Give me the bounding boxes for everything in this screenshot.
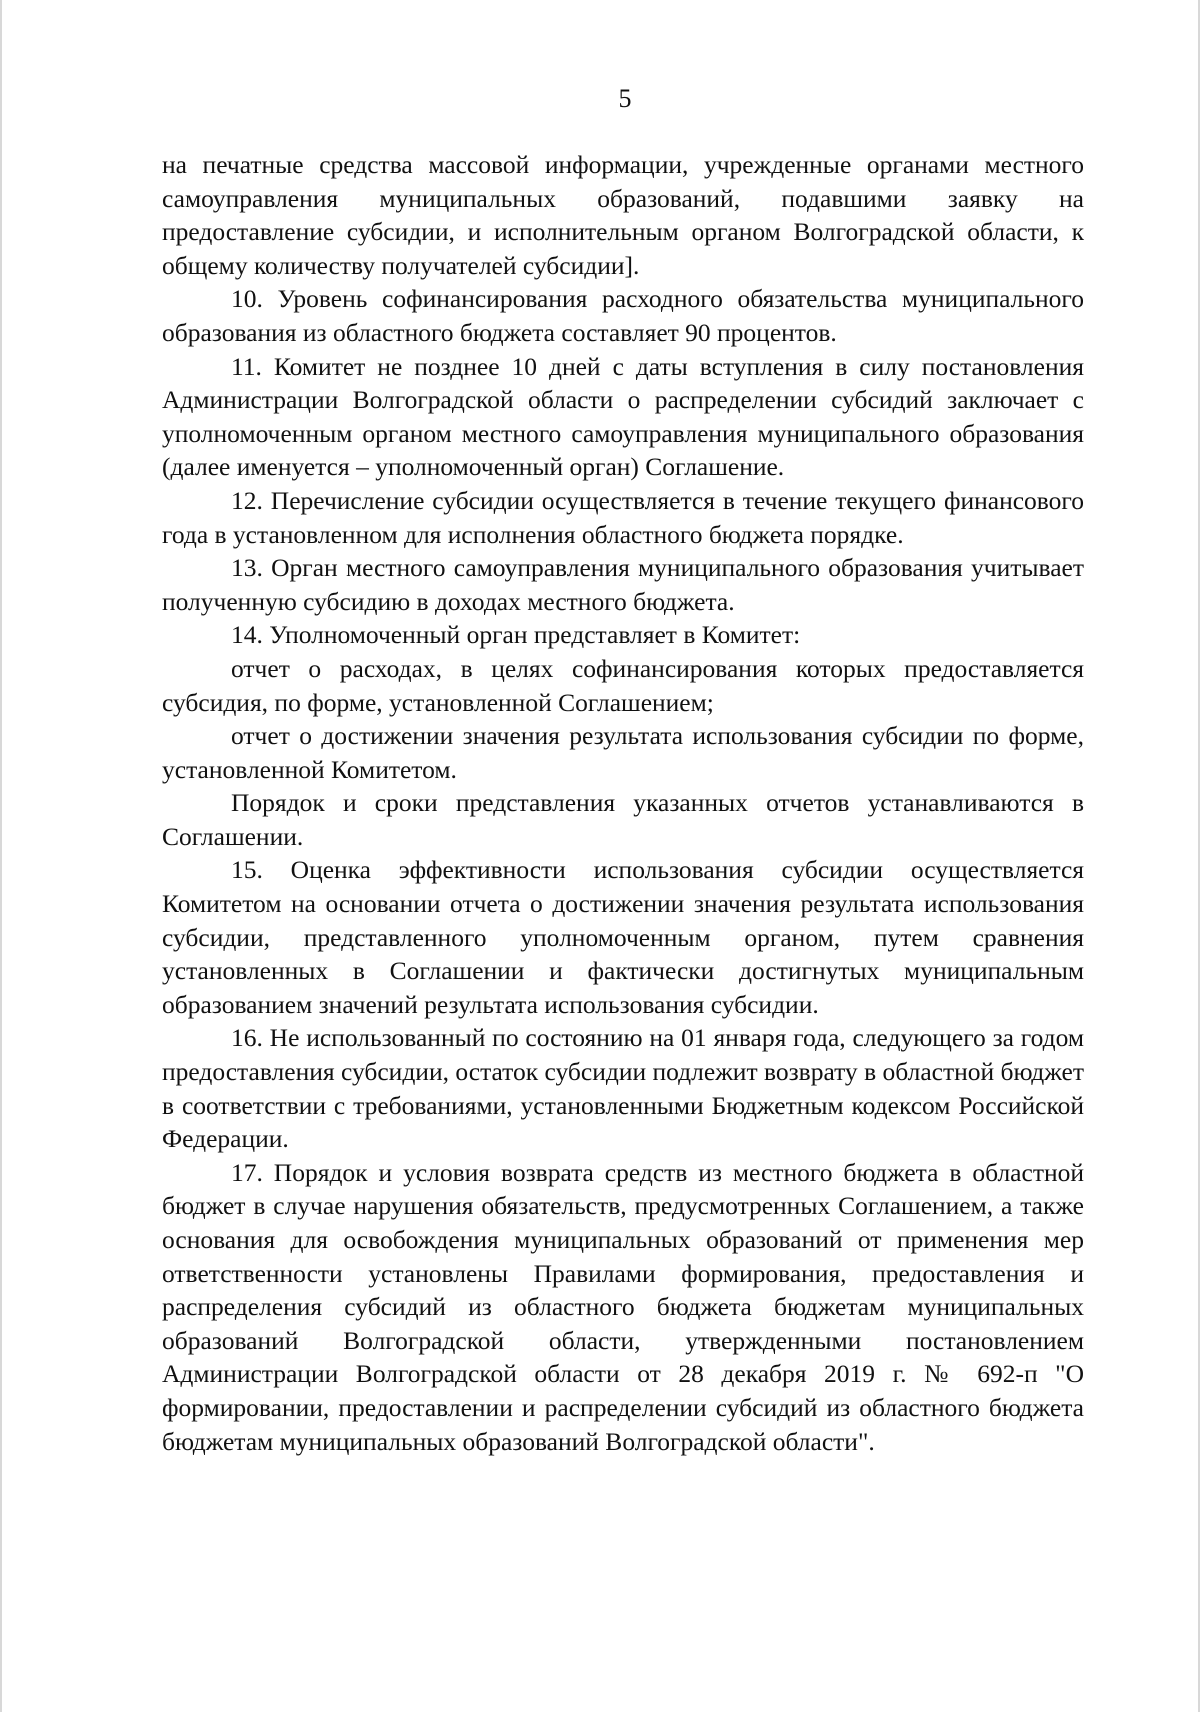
paragraph-11: 11. Комитет не позднее 10 дней с даты вступления в силу постановления Администрации Волгоградской области о распределении субсидий заключает с уполномоченным органом местного самоуправления муниципального образования (далее именуется – уполномоченный орган) Соглашение. [162,351,1084,482]
paragraph-13: 13. Орган местного самоуправления муниципального образования учитывает полученную субсидию в доходах местного бюджета. [162,553,1084,616]
paragraph-15: 15. Оценка эффективности использования субсидии осуществляется Комитетом на основании отчета о достижении значения результата использования субсидии, представленного уполномоченным органом, путем сравнения установленных в Соглашении и фактически достигнутых муниципальным образованием значений результата использования субсидии. [162,855,1084,1019]
page-number: 5 [618,84,632,113]
paragraph-14-item-result-report: отчет о достижении значения результата использования субсидии по форме, установленной Комитетом. [162,721,1084,784]
paragraph-14-reports-procedure: Порядок и сроки представления указанных отчетов устанавливаются в Соглашении. [162,788,1084,851]
paragraph-12: 12. Перечисление субсидии осуществляется в течение текущего финансового года в установленном для исполнения областного бюджета порядке. [162,485,1084,549]
paragraph-14: 14. Уполномоченный орган представляет в Комитет: [231,620,801,650]
paragraph-continuation: на печатные средства массовой информации, учрежденные органами местного самоуправления муниципальных образований, подавшими заявку на предоставление субсидии, и исполнительным органом Волгоградской области, к общему количеству получателей субсидии]. [162,150,1084,280]
paragraph-17: 17. Порядок и условия возврата средств из местного бюджета в областной бюджет в случае нарушения обязательств, предусмотренных Соглашением, а также основания для освобождения муниципальных образований от применения мер ответственности установлены Правилами формирования, предоставления и распределения субсидий из областного бюджета бюджетам муниципальных образований Волгоградской области, утвержденными постановлением Администрации Волгоградской области от 28 декабря 2019 г. № 692-п "О формировании, предоставлении и распределении субсидий из областного бюджета бюджетам муниципальных образований Волгоградской области". [162,1157,1084,1456]
paragraph-14-item-expenses-report: отчет о расходах, в целях софинансирования которых предоставляется субсидия, по форме, установленной Соглашением; [162,653,1084,717]
scan-left-edge [0,0,2,1712]
document-body [162,148,1084,1458]
paragraph-16: 16. Не использованный по состоянию на 01 января года, следующего за годом предоставления субсидии, остаток субсидии подлежит возврату в областной бюджет в соответствии с требованиями, установленными Бюджетным кодексом Российской Федерации. [162,1023,1084,1154]
paragraph-10: 10. Уровень софинансирования расходного обязательства муниципального образования из областного бюджета составляет 90 процентов. [162,284,1084,347]
